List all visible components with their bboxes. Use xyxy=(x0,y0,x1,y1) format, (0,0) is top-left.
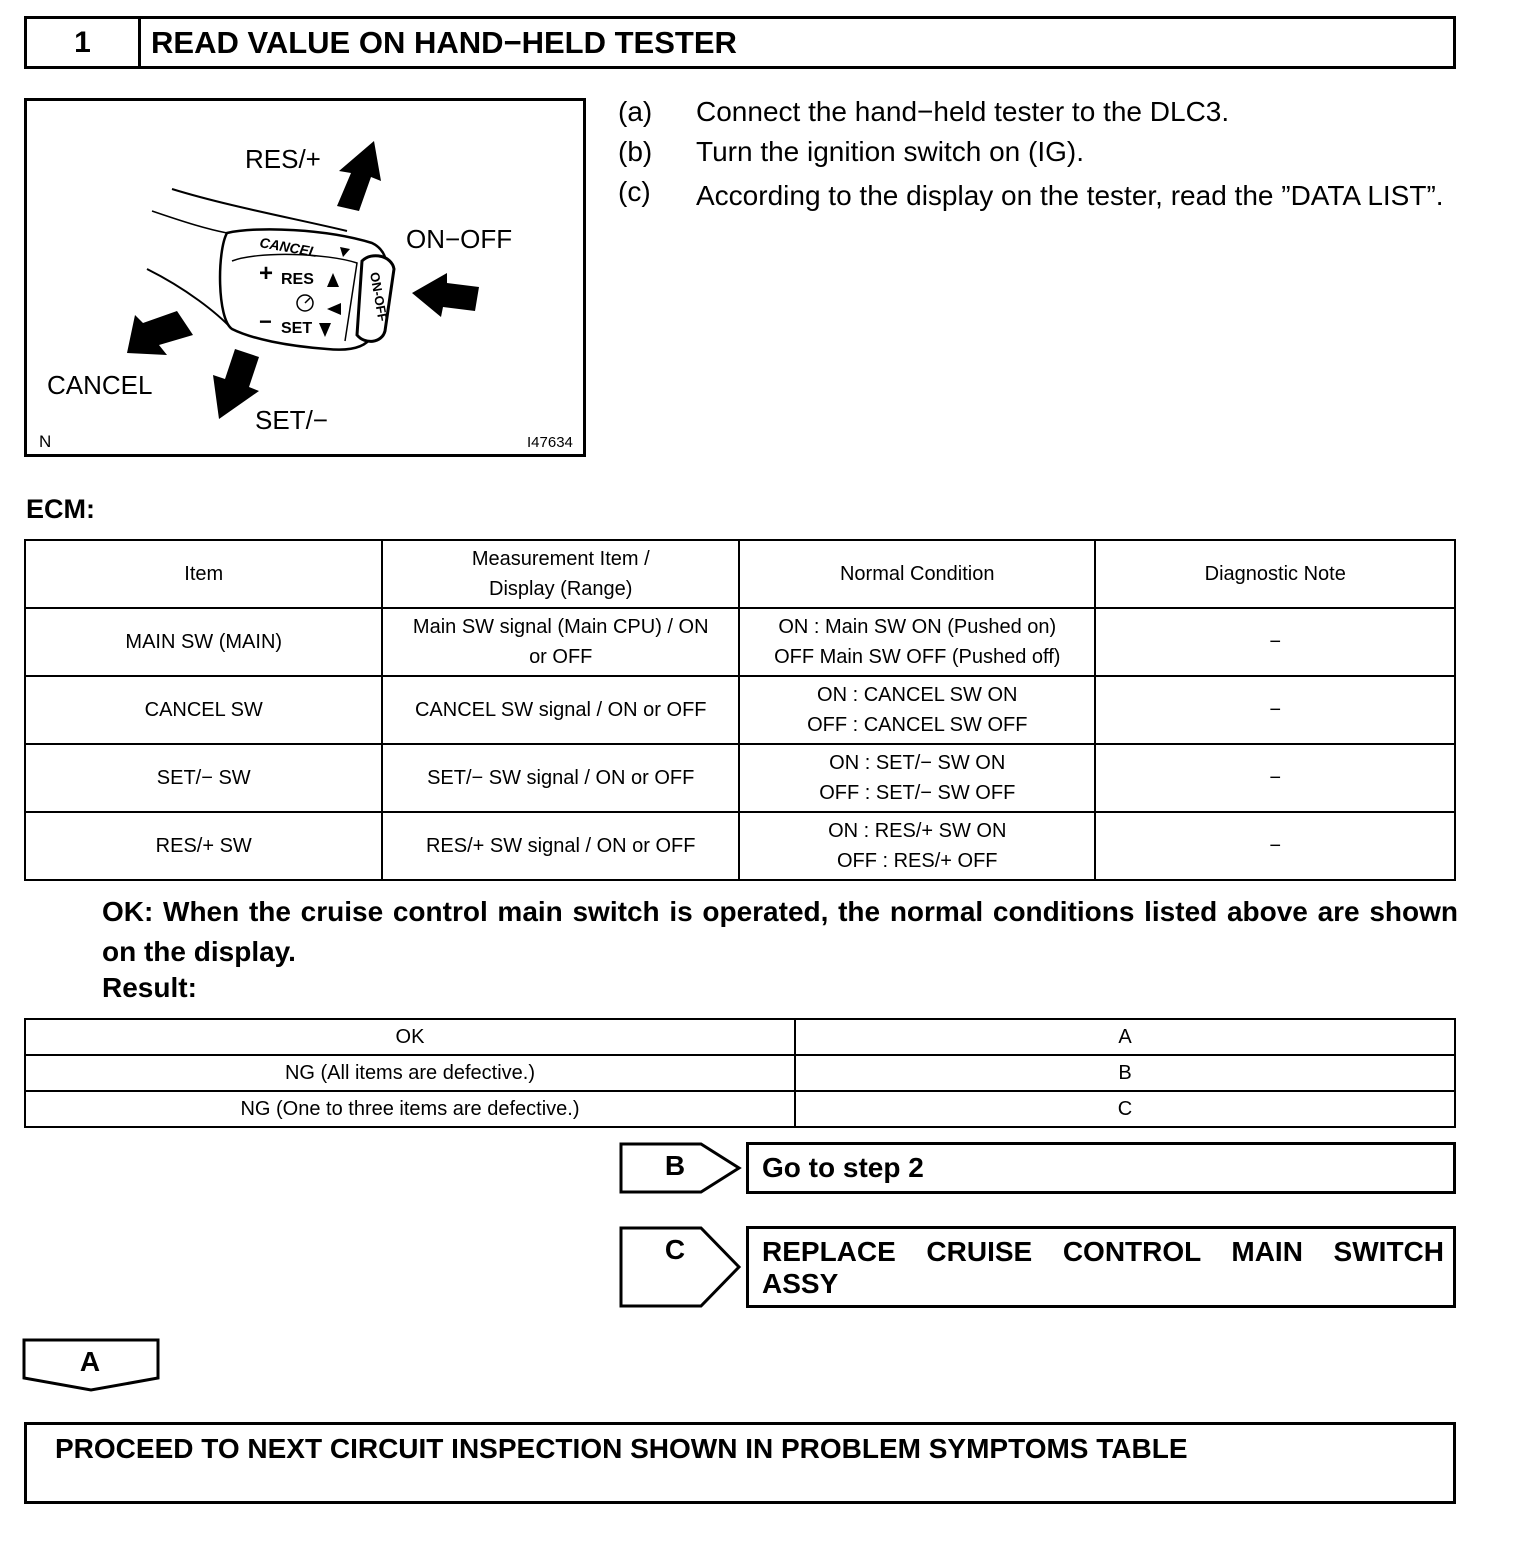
table-row xyxy=(25,1055,1455,1091)
table-row xyxy=(25,812,1455,880)
branch-b-letter: B xyxy=(664,1150,686,1181)
cell-normal xyxy=(739,676,1095,744)
result-code: C xyxy=(795,1091,1455,1127)
cancel-arrow-icon xyxy=(127,311,193,355)
table-row xyxy=(25,1091,1455,1127)
branch-c-action-line1: REPLACE CRUISE CONTROL MAIN SWITCH xyxy=(762,1236,1444,1267)
label-on-off: ON−OFF xyxy=(406,224,513,254)
cell-measurement xyxy=(382,608,739,676)
lever-outline-top xyxy=(172,189,347,231)
branch-a-tag xyxy=(22,1338,162,1392)
cell-normal-line2: OFF : SET/− SW OFF xyxy=(819,782,1016,804)
figure-id: I47634 xyxy=(527,434,573,451)
label-res-plus: RES/+ xyxy=(245,144,321,174)
result-title: Result: xyxy=(102,972,197,1003)
cell-normal-line2: OFF Main SW OFF (Pushed off) xyxy=(774,646,1061,668)
step-title: READ VALUE ON HAND−HELD TESTER xyxy=(151,25,737,60)
cruise-switch-drawing xyxy=(27,101,583,454)
table-row xyxy=(25,1019,1455,1055)
ok-criteria: OK: When the cruise control main switch is operated, the normal conditions listed above are shown on the display. xyxy=(102,896,1458,967)
instruction-label: (a) xyxy=(618,96,653,127)
res-plus-arrow-icon xyxy=(337,141,381,211)
cell-note: − xyxy=(1095,676,1455,744)
table-row xyxy=(25,744,1455,812)
label-set-minus: SET/− xyxy=(255,405,328,435)
result-code: B xyxy=(795,1055,1455,1091)
branch-c-tag xyxy=(619,1226,743,1308)
instruction-text: According to the display on the tester, read the ”DATA LIST”. xyxy=(696,180,1444,211)
table-row xyxy=(25,608,1455,676)
branch-b-action xyxy=(746,1142,1456,1194)
header-item: Item xyxy=(25,540,382,608)
result-code: A xyxy=(795,1019,1455,1055)
cruise-switch-illustration xyxy=(24,98,586,457)
header-measurement-line2: Display (Range) xyxy=(489,578,633,600)
cell-item: RES/+ SW xyxy=(25,812,382,880)
cell-measurement-line1: Main SW signal (Main CPU) / ON xyxy=(412,616,709,638)
proceed-box xyxy=(24,1422,1456,1504)
cell-normal-line2: OFF : CANCEL SW OFF xyxy=(807,714,1028,736)
ecm-data-table xyxy=(24,539,1456,881)
branch-b-tag xyxy=(619,1142,743,1194)
result-condition: NG (One to three items are defective.) xyxy=(25,1091,795,1127)
header-normal-condition: Normal Condition xyxy=(739,540,1095,608)
cell-normal-line1: ON : RES/+ SW ON xyxy=(828,820,1007,842)
header-measurement-line1: Measurement Item / xyxy=(471,548,650,570)
cell-normal xyxy=(739,812,1095,880)
step-header xyxy=(24,16,1456,69)
cell-normal-line1: ON : CANCEL SW ON xyxy=(817,684,1018,706)
cell-item: CANCEL SW xyxy=(25,676,382,744)
step-number: 1 xyxy=(27,19,141,66)
lever-outline-thin xyxy=(152,211,227,233)
cell-normal-line1: ON : SET/− SW ON xyxy=(829,752,1006,774)
label-cancel: CANCEL xyxy=(47,370,153,400)
switch-marking-minus: − xyxy=(259,309,272,334)
proceed-text: PROCEED TO NEXT CIRCUIT INSPECTION SHOWN IN PROBLEM SYMPTOMS TABLE xyxy=(55,1433,1188,1464)
cell-normal xyxy=(739,608,1095,676)
cell-measurement: RES/+ SW signal / ON or OFF xyxy=(382,812,739,880)
cell-measurement: CANCEL SW signal / ON or OFF xyxy=(382,676,739,744)
switch-marking-button: ON-OFF xyxy=(367,270,391,323)
cell-note: − xyxy=(1095,608,1455,676)
cell-note: − xyxy=(1095,744,1455,812)
switch-marking-plus: + xyxy=(259,260,274,287)
cell-measurement: SET/− SW signal / ON or OFF xyxy=(382,744,739,812)
instruction-text: Turn the ignition switch on (IG). xyxy=(696,136,1085,167)
branch-c-action-line2: ASSY xyxy=(762,1268,839,1299)
cell-normal-line1: ON : Main SW ON (Pushed on) xyxy=(778,616,1057,638)
cell-measurement-line2: or OFF xyxy=(529,646,593,668)
ecm-title: ECM: xyxy=(26,494,95,524)
cell-note: − xyxy=(1095,812,1455,880)
branch-a-letter: A xyxy=(79,1346,101,1377)
result-table xyxy=(24,1018,1456,1128)
result-condition: NG (All items are defective.) xyxy=(25,1055,795,1091)
instruction-label: (c) xyxy=(618,176,651,207)
instruction-text: Connect the hand−held tester to the DLC3. xyxy=(696,96,1230,127)
cell-normal xyxy=(739,744,1095,812)
branch-b-action-text: Go to step 2 xyxy=(762,1152,924,1183)
switch-marking-res: RES xyxy=(281,271,314,288)
table-row xyxy=(25,676,1455,744)
branch-c-action xyxy=(746,1226,1456,1308)
set-minus-arrow-icon xyxy=(213,349,259,419)
cell-item: SET/− SW xyxy=(25,744,382,812)
instruction-label: (b) xyxy=(618,136,653,167)
on-off-arrow-icon xyxy=(412,273,479,317)
cell-normal-line2: OFF : RES/+ OFF xyxy=(836,850,998,872)
label-corner-n: N xyxy=(39,432,52,451)
cell-item: MAIN SW (MAIN) xyxy=(25,608,382,676)
switch-marking-cancel: CANCEL xyxy=(258,234,319,261)
table-header-row xyxy=(25,540,1455,608)
branch-c-letter: C xyxy=(664,1234,686,1265)
header-diagnostic-note: Diagnostic Note xyxy=(1095,540,1455,608)
switch-marking-set: SET xyxy=(281,320,313,337)
header-measurement xyxy=(382,540,739,608)
result-condition: OK xyxy=(25,1019,795,1055)
